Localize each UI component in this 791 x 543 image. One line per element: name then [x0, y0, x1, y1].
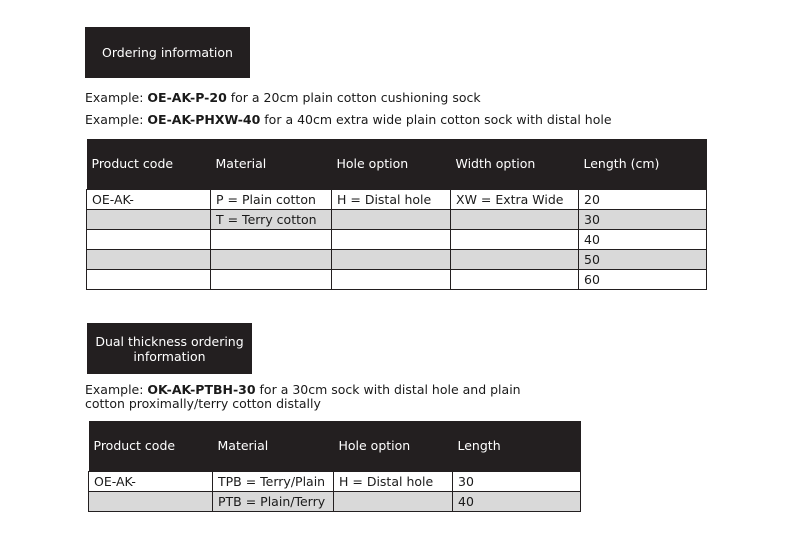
ordering-information-heading-text: Ordering information	[102, 45, 233, 60]
ordering-table	[86, 139, 707, 290]
example-3-code: OK-AK-PTBH-30	[147, 382, 256, 397]
table-row	[87, 209, 707, 229]
header-product-code: Product code	[87, 139, 211, 189]
table-cell: TPB = Terry/Plain	[213, 471, 334, 491]
example-line-1	[85, 91, 481, 105]
table-cell	[451, 269, 579, 289]
header-width-option: Width option	[451, 139, 579, 189]
example-2-prefix: Example:	[85, 112, 148, 127]
table-cell	[332, 229, 451, 249]
table-cell: P = Plain cotton	[211, 189, 332, 209]
table-cell	[211, 249, 332, 269]
table-cell	[332, 209, 451, 229]
example-1-suffix: for a 20cm plain cotton cushioning sock	[226, 90, 481, 105]
dual-thickness-heading	[87, 323, 252, 374]
table-cell	[332, 269, 451, 289]
table-cell	[89, 491, 213, 511]
example-1-prefix: Example:	[85, 90, 148, 105]
example-1-code: OE-AK-P-20	[147, 90, 227, 105]
table-cell: OE-AK-	[87, 189, 211, 209]
header-material: Material	[211, 139, 332, 189]
table-cell	[87, 209, 211, 229]
table-cell: 30	[453, 471, 581, 491]
ordering-information-heading	[85, 27, 250, 78]
table-cell: H = Distal hole	[332, 189, 451, 209]
example-2-code: OE-AK-PHXW-40	[147, 112, 261, 127]
header-length: Length (cm)	[579, 139, 707, 189]
table-cell: T = Terry cotton	[211, 209, 332, 229]
table-row	[87, 229, 707, 249]
table-row	[87, 269, 707, 289]
example-3-suffix: for a 30cm sock with distal hole and plain cotton proximally/terry cotton distally	[85, 382, 521, 411]
table-cell	[87, 229, 211, 249]
table-row	[89, 491, 581, 511]
table-row	[87, 189, 707, 209]
example-line-2	[85, 113, 612, 127]
table-cell	[87, 269, 211, 289]
header-material: Material	[213, 421, 334, 471]
table-cell	[451, 209, 579, 229]
example-3-prefix: Example:	[85, 382, 148, 397]
table-row	[89, 471, 581, 491]
table-cell: OE-AK-	[89, 471, 213, 491]
table-cell: 40	[579, 229, 707, 249]
table-cell: 30	[579, 209, 707, 229]
dual-thickness-header-row	[89, 421, 581, 471]
table-cell: 40	[453, 491, 581, 511]
table-cell	[451, 229, 579, 249]
table-row	[87, 249, 707, 269]
table-cell: H = Distal hole	[334, 471, 453, 491]
table-cell	[332, 249, 451, 269]
table-cell	[451, 249, 579, 269]
table-cell	[87, 249, 211, 269]
header-hole-option: Hole option	[334, 421, 453, 471]
example-2-suffix: for a 40cm extra wide plain cotton sock with distal hole	[260, 112, 612, 127]
table-cell: 60	[579, 269, 707, 289]
table-cell: 20	[579, 189, 707, 209]
table-cell	[211, 269, 332, 289]
table-cell: XW = Extra Wide	[451, 189, 579, 209]
example-line-3	[85, 383, 555, 411]
header-product-code: Product code	[89, 421, 213, 471]
dual-thickness-heading-text: Dual thickness ordering information	[95, 333, 244, 364]
dual-thickness-table	[88, 421, 581, 512]
table-cell	[211, 229, 332, 249]
table-cell: PTB = Plain/Terry	[213, 491, 334, 511]
table-cell	[334, 491, 453, 511]
table-cell: 50	[579, 249, 707, 269]
header-hole-option: Hole option	[332, 139, 451, 189]
header-length: Length	[453, 421, 581, 471]
ordering-table-header-row	[87, 139, 707, 189]
